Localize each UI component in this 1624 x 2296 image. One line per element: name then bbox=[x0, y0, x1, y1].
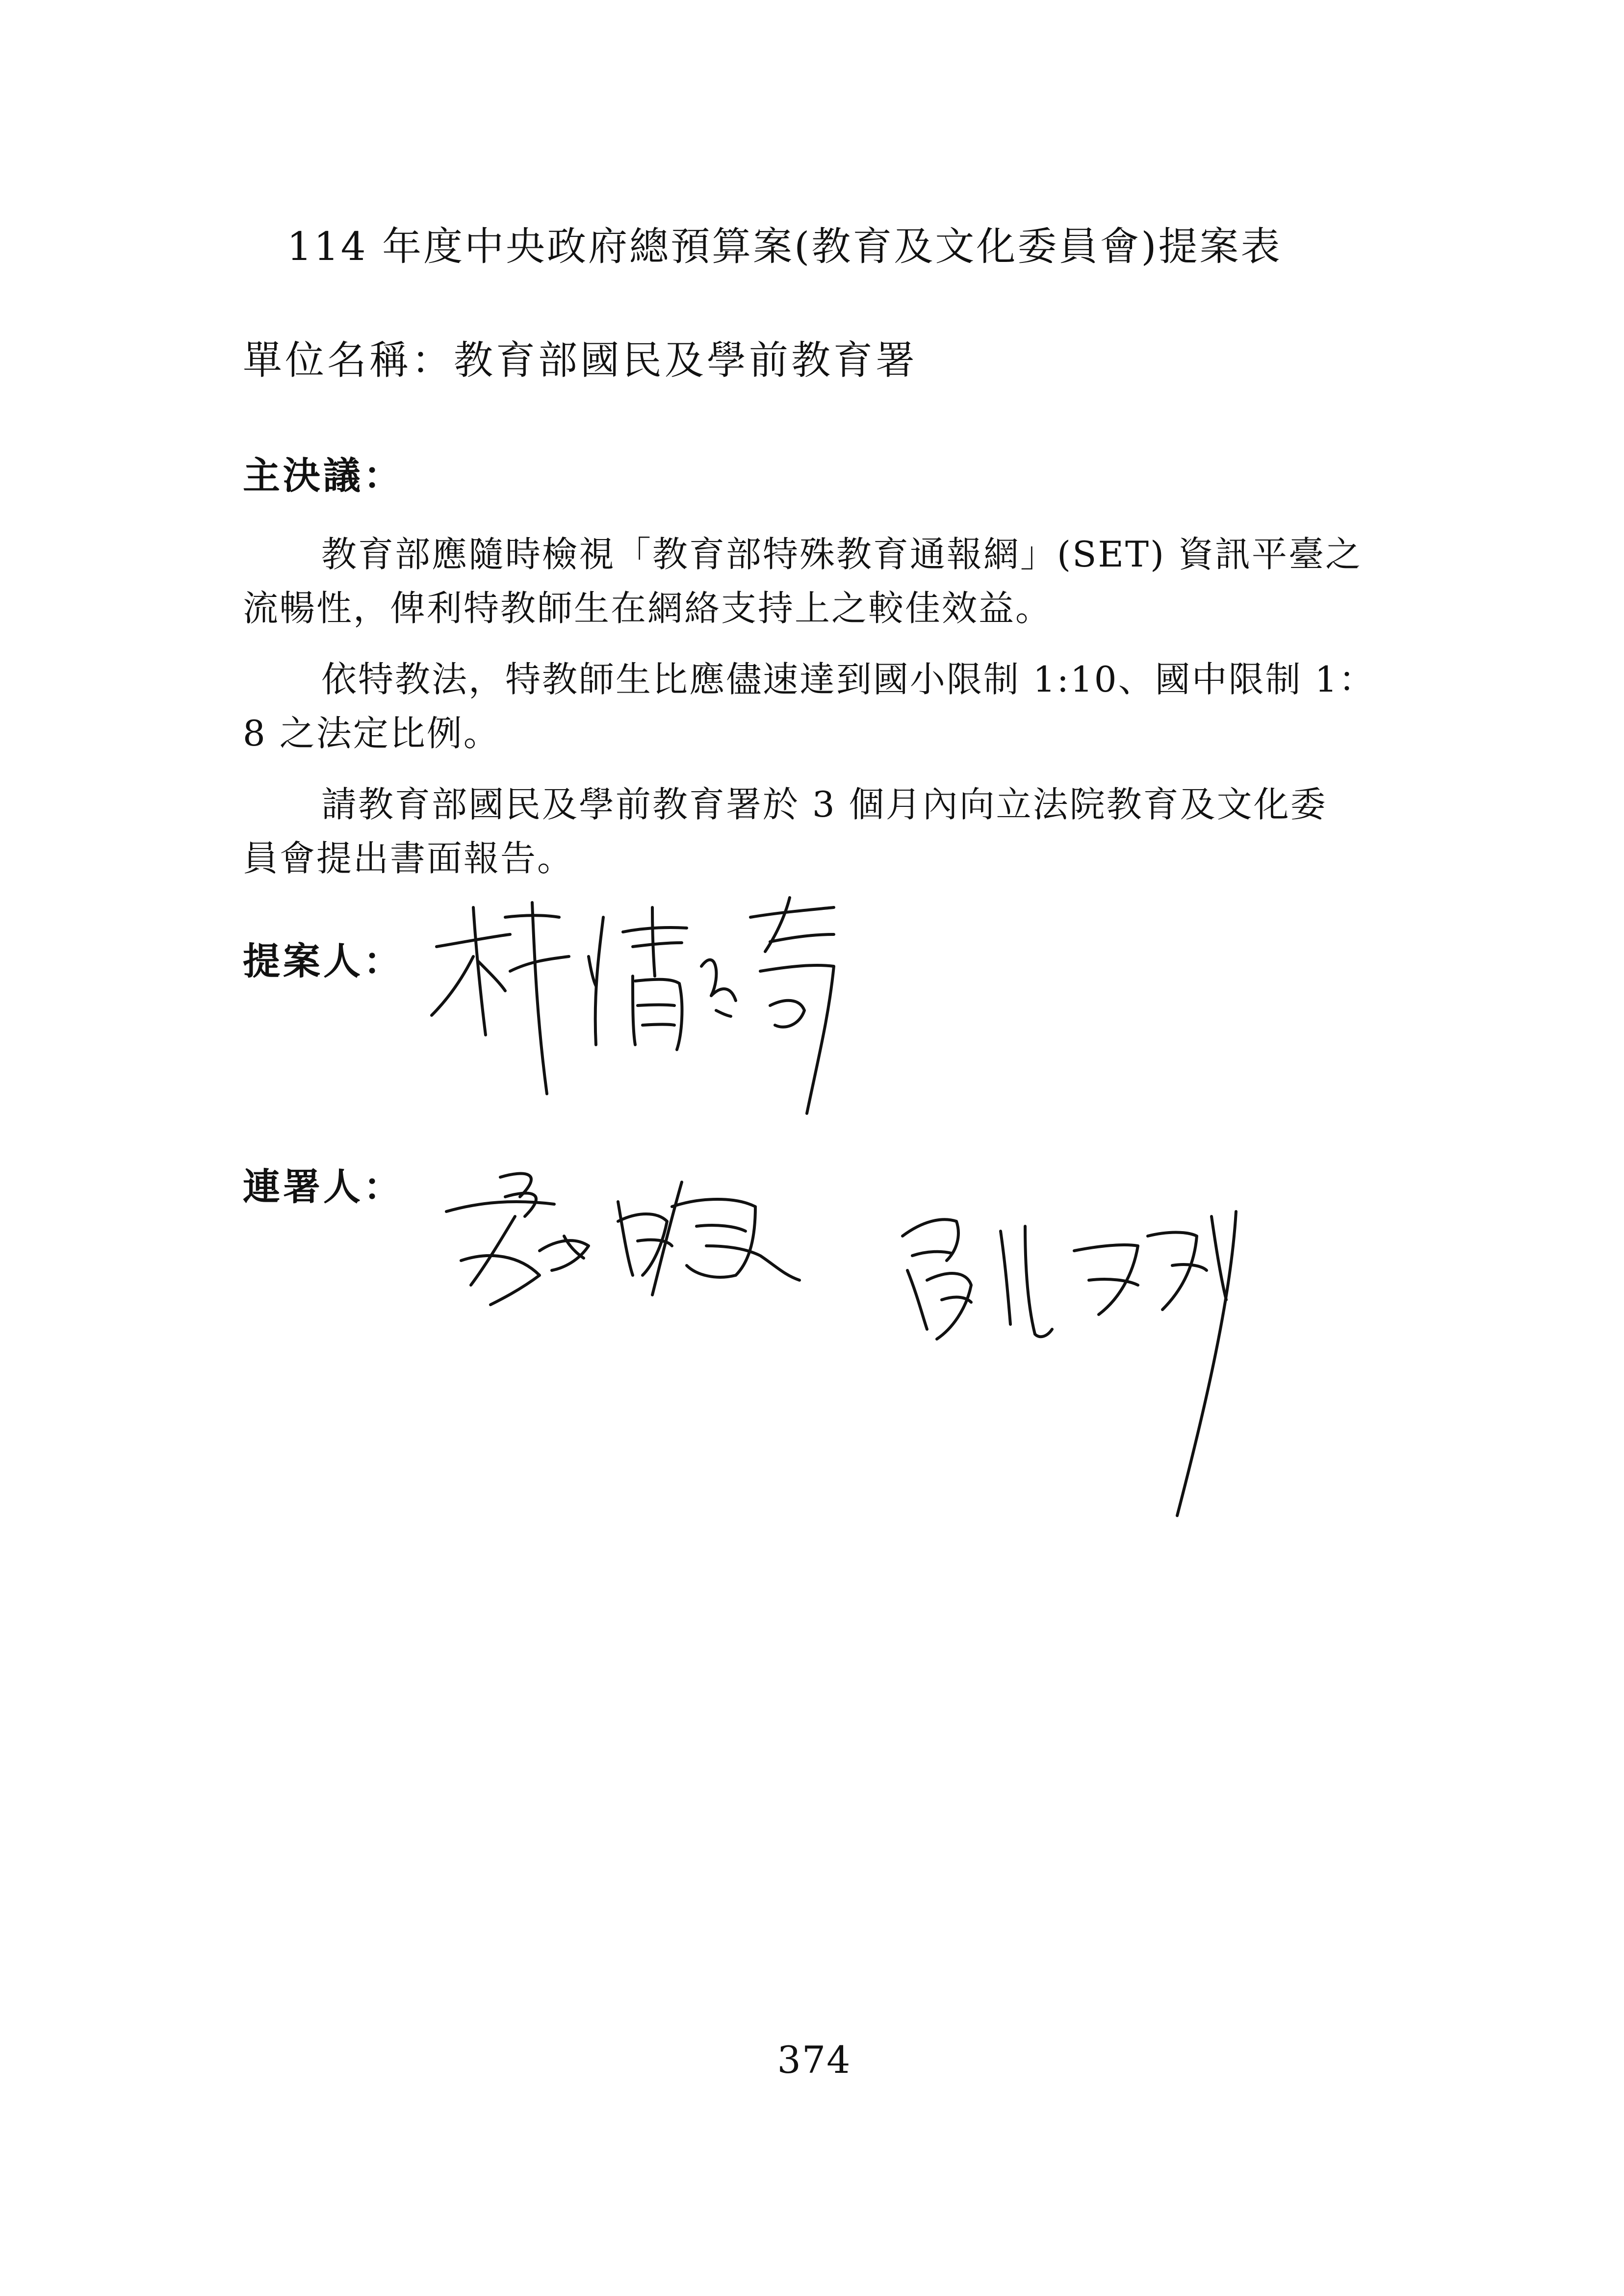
resolution-paragraph-3 bbox=[243, 777, 1391, 885]
cosigner-signature-1 bbox=[441, 1162, 804, 1324]
paragraph-line: 8 之法定比例。 bbox=[243, 713, 500, 754]
paragraph-line: 教育部應隨時檢視「教育部特殊教育通報網」(SET) 資訊平臺之 bbox=[321, 534, 1362, 575]
cosigner-label: 連署人： bbox=[243, 1165, 404, 1209]
paragraph-line: 依特教法，特教師生比應儘速達到國小限制 1:10、國中限制 1： bbox=[321, 659, 1376, 700]
proposer-signature bbox=[427, 888, 868, 1133]
proposer-label: 提案人： bbox=[243, 939, 404, 983]
page-number: 374 bbox=[777, 2038, 851, 2082]
main-resolution-heading: 主決議： bbox=[243, 454, 404, 497]
unit-name-line: 單位名稱：教育部國民及學前教育署 bbox=[243, 337, 918, 383]
cosigner-signature-2 bbox=[893, 1197, 1275, 1521]
resolution-paragraph-2 bbox=[243, 652, 1391, 760]
resolution-paragraph-1 bbox=[243, 527, 1391, 635]
paragraph-line: 請教育部國民及學前教育署於 3 個月內向立法院教育及文化委 bbox=[321, 784, 1327, 825]
document-title: 114 年度中央政府總預算案(教育及文化委員會)提案表 bbox=[287, 224, 1282, 269]
paragraph-line: 流暢性，俾利特教師生在網絡支持上之較佳效益。 bbox=[243, 588, 1053, 629]
paragraph-line: 員會提出書面報告。 bbox=[243, 838, 574, 879]
